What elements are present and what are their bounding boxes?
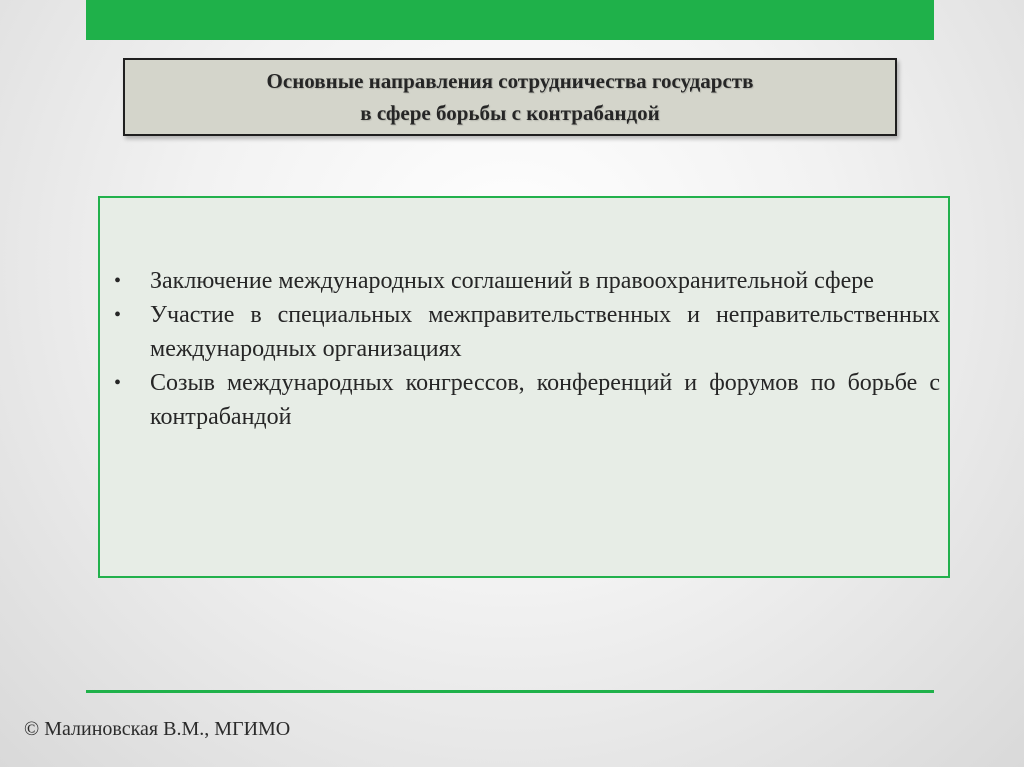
- list-item-text: Заключение международных соглашений в правоохранительной сфере: [150, 268, 874, 294]
- bullet-icon: •: [114, 372, 122, 394]
- slide-title-line-2: в сфере борьбы с контрабандой: [360, 101, 660, 125]
- bullet-icon: •: [114, 304, 122, 326]
- footer-copyright: © Малиновская В.М., МГИМО: [24, 718, 291, 740]
- list-item-text: Участие в специальных межправительственных и неправительственных международных организациях: [150, 302, 940, 362]
- bullet-icon: •: [114, 270, 122, 292]
- title-box: [123, 58, 897, 136]
- content-box: [98, 196, 950, 578]
- slide-title-line-1: Основные направления сотрудничества государств: [266, 69, 754, 93]
- top-accent-bar: [86, 0, 934, 40]
- list-item: [112, 264, 940, 298]
- list-item: [112, 298, 940, 366]
- bottom-divider: [86, 690, 934, 693]
- list-item: [112, 366, 940, 434]
- bullet-list: [112, 264, 940, 434]
- list-item-text: Созыв международных конгрессов, конференций и форумов по борьбе с контрабандой: [150, 370, 940, 430]
